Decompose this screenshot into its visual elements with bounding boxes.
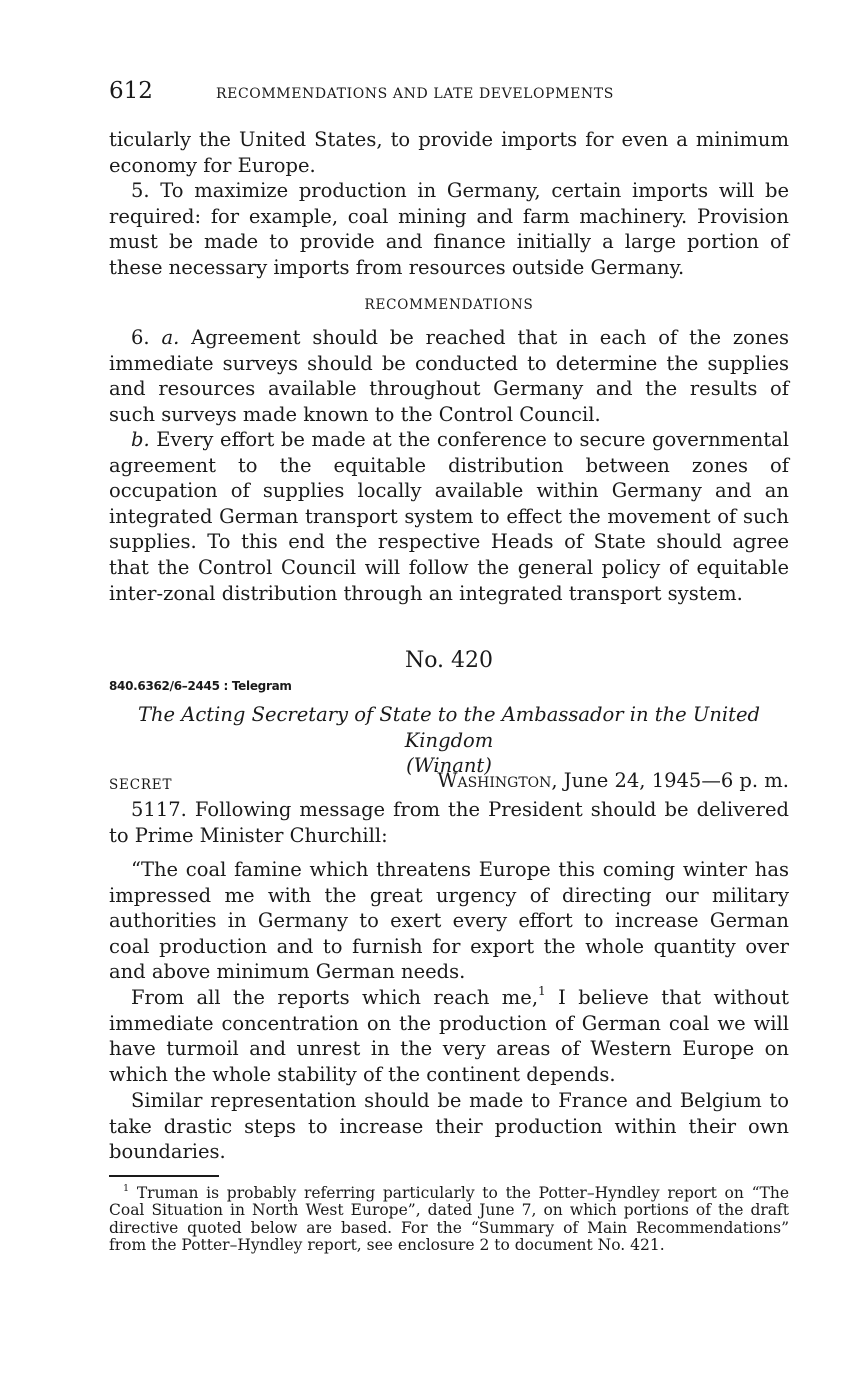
recommendation-6a-prefix: 6. xyxy=(131,326,162,349)
message-paragraph-2 xyxy=(109,985,789,1087)
recommendation-6a-text: Agreement should be reached that in each of the zones immediate surveys should be conducted to determine the supplies and resources available throughout Germany and the results of such surveys made known to the Control Council. xyxy=(109,326,789,426)
telegram-intro: 5117. Following message from the President should be delivered to Prime Minister Churchill: xyxy=(109,798,789,847)
document-title-recipient: (Winant) xyxy=(406,754,492,778)
footnote-divider xyxy=(109,1175,219,1177)
recommendation-6b-label: b. xyxy=(131,428,150,451)
place-and-date xyxy=(437,769,789,792)
document-title xyxy=(109,702,789,779)
recommendations-heading: RECOMMENDATIONS xyxy=(364,297,534,313)
running-title: RECOMMENDATIONS AND LATE DEVELOPMENTS xyxy=(216,86,614,102)
message-paragraph-2-rest: I believe that without immediate concentration on the production of German coal we will have turmoil and unrest in the very areas of Western Europe on which the whole stability of the continent depends. xyxy=(109,986,789,1086)
recommendation-6b-text: Every effort be made at the conference to secure governmental agreement to the equitable distribution between zones of occupation of supplies locally available within Germany and an integrated German transport system to effect the movement of such supplies. To this end the respective Heads of State should agree that the Control Council will follow the general policy of equitable inter-zonal distribution through an integrated transport system. xyxy=(109,428,789,605)
document-title-main: The Acting Secretary of State to the Ambassador in the United Kingdom xyxy=(137,703,761,752)
message-paragraph-1: “The coal famine which threatens Europe this coming winter has impressed me with the great urgency of directing our military authorities in Germany to exert every effort to increase German coal production and to furnish for export the whole quantity over and above minimum German needs. xyxy=(109,858,789,984)
classification-label: SECRET xyxy=(109,777,173,793)
message-paragraph-2-start: From all the reports which reach me, xyxy=(131,986,539,1009)
dateline-place: Washington, xyxy=(437,769,558,792)
paragraph-5: 5. To maximize production in Germany, certain imports will be required: for example, coal mining and farm machinery. Provision must be made to provide and finance initially a large portion of these necessary imports from resources outside Germany. xyxy=(109,179,789,279)
footnote-reference: 1 xyxy=(538,984,546,999)
footnote-marker: 1 xyxy=(123,1182,130,1194)
page-number: 612 xyxy=(109,78,153,104)
footnote-text: Truman is probably referring particularly to the Potter–Hyndley report on “The Coal Situation in North West Europe”, dated June 7, on which portions of the draft directive quoted below are based. For the “Summary of Main Recommendations” from the Potter–Hyndley report, see enclosure 2 to document No. 421. xyxy=(109,1184,789,1255)
page-header xyxy=(109,78,789,108)
recommendation-6a xyxy=(109,325,789,427)
dateline xyxy=(109,769,789,795)
document-number: No. 420 xyxy=(404,648,494,673)
footnote xyxy=(109,1182,789,1255)
paragraph-continuation: ticularly the United States, to provide imports for even a minimum economy for Europe. xyxy=(109,128,789,177)
recommendation-6b xyxy=(109,427,789,606)
recommendation-6a-label: a. xyxy=(161,326,180,349)
dateline-date: June 24, 1945—6 p. m. xyxy=(557,769,789,792)
file-reference: 840.6362/6–2445 : Telegram xyxy=(109,679,292,693)
message-paragraph-3: Similar representation should be made to France and Belgium to take drastic steps to increase their production within their own boundaries. xyxy=(109,1089,789,1164)
